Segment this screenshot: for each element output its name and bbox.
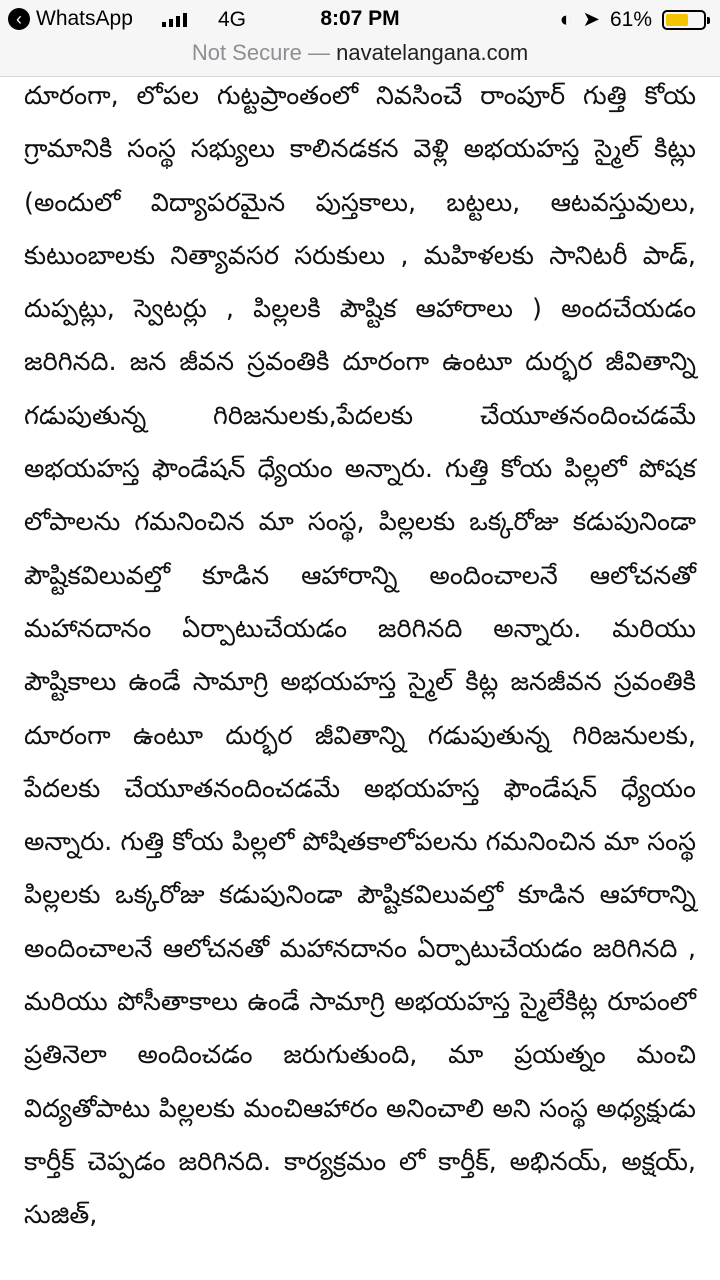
back-chevron-icon: ‹ — [8, 8, 30, 30]
article-paragraph: దూరంగా, లోపల గుట్టప్రాంతంలో నివసించే రాంపూర్ గుత్తి కోయ గ్రామానికి సంస్థ సభ్యులు కాలినడకన వెళ్లి అభయహస్త స్మైల్ కిట్లు (అందులో విద్యాపరమైన పుస్తకాలు, బట్టలు, ఆటవస్తువులు, కుటుంబాలకు నిత్యావసర సరుకులు , మహిళలకు సానిటరీ పాడ్, దుప్పట్లు, స్వెటర్లు , పిల్లలకి పౌష్టిక ఆహారాలు ) అందచేయడం జరిగినది. జన జీవన స్రవంతికి దూరంగా ఉంటూ దుర్భర జీవితాన్ని గడుపుతున్న గిరిజనులకు,పేదలకు చేయూతనందించడమే అభయహస్త ఫౌండేషన్ ధ్యేయం అన్నారు. గుత్తి కోయ పిల్లలో పోషక లోపాలను గమనించిన మా సంస్థ, పిల్లలకు ఒక్కరోజు కడుపునిండా పౌష్టికవిలువల్తో కూడిన ఆహారాన్ని అందించాలనే ఆలోచనతో మహానదానం ఏర్పాటుచేయడం జరిగినది అన్నారు. మరియు పౌష్టికాలు ఉండే సామాగ్రి అభయహస్త స్మైల్ కిట్ల జనజీవన స్రవంతికి దూరంగా ఉంటూ దుర్భర జీవితాన్ని గడుపుతున్న గిరిజనులకు, పేదలకు చేయూతనందించడమే అభయహస్త ఫౌండేషన్ ధ్యేయం అన్నారు. గుత్తి కోయ పిల్లలో పోషితకాలోపలను గమనించిన మా సంస్థ పిల్లలకు ఒక్కరోజు కడుపునిండా పౌష్టికవిలువల్తో కూడిన ఆహారాన్ని అందించాలనే ఆలోచనతో మహానదానం ఏర్పాటుచేయడం జరిగినది , మరియు పోసీతాకాలు ఉండే సామాగ్రి అభయహస్త స్మైలేకిట్ల రూపంలో ప్రతినెలా అందించడం జరుగుతుంది, మా ప్రయత్నం మంచి విద్యతోపాటు పిల్లలకు మంచిఆహారం అనించాలి అని సంస్థ అధ్యక్షుడు కార్తీక్ చెప్పడం జరిగినది. కార్యక్రమం లో కార్తీక్, అభినయ్, అక్షయ్, సుజిత్, — [24, 81, 696, 1231]
battery-fill — [666, 14, 688, 26]
location-arrow-icon: ➤ — [582, 8, 600, 31]
clock: 8:07 PM — [320, 7, 400, 30]
status-bar — [0, 0, 720, 40]
url-separator: — — [301, 40, 337, 65]
not-secure-label: Not Secure — [191, 40, 302, 65]
back-app-label: WhatsApp — [36, 7, 133, 30]
orientation-lock-icon: ◐ — [559, 7, 573, 31]
battery-icon — [662, 10, 706, 30]
url-domain: navatelangana.com — [336, 40, 529, 65]
article-body — [24, 70, 696, 1243]
battery-percent: 61% — [609, 7, 652, 31]
status-right-group — [560, 7, 706, 32]
network-type: 4G — [218, 8, 247, 31]
